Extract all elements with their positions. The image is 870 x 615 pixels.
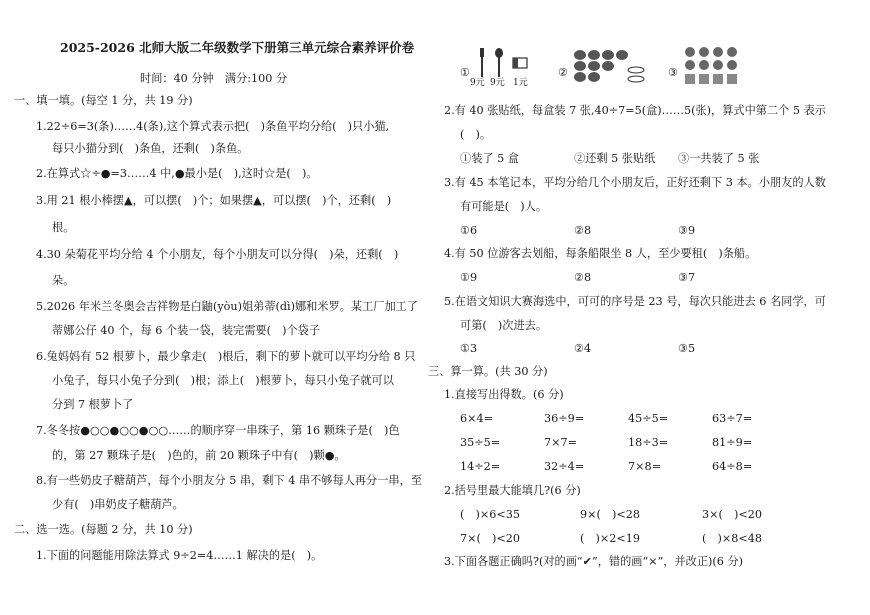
s2-q3-option: ③9 <box>678 224 696 237</box>
s2-q4: 4.有 50 位游客去划船，每条船限坐 8 人，至少要租( )条船。 <box>444 247 757 260</box>
s1-line: 1.22÷6=3(条)……4(条),这个算式表示把( )条鱼平均分给( )只小猫, <box>36 120 390 133</box>
s1-line: 8.有一些奶皮子糖葫芦，每个小朋友分 5 串，剩下 4 串不够每人再分一串，至 <box>36 474 422 487</box>
s2-q3-option: ②8 <box>574 224 592 237</box>
spoon-icon <box>493 48 505 78</box>
s2-q2-option: ③一共装了 5 张 <box>678 152 760 165</box>
s2-q3: 3.有 45 本笔记本，平均分给几个小朋友后，正好还剩下 3 本。小朋友的人数 <box>444 176 826 189</box>
s2-q2-option: ①装了 5 盒 <box>460 152 519 165</box>
s1-line: 3.用 21 根小棒摆▲，可以摆( )个；如果摆▲，可以摆( )个，还剩( ) <box>36 194 392 207</box>
calc-item: 7×7= <box>544 436 577 449</box>
calc-item: 45÷5= <box>628 412 669 425</box>
s2-q3-option: ①6 <box>460 224 478 237</box>
section3-heading: 三、算一算。(共 30 分) <box>428 365 548 378</box>
s1-line: 蒂娜公仔 40 个，每 6 个装一袋，装完需要( )个袋子 <box>52 324 321 337</box>
s2-q2-option: ②还剩 5 张贴纸 <box>574 152 656 165</box>
price-label: 1元 <box>513 78 528 88</box>
page-title: 2025-2026 北师大版二年级数学下册第三单元综合素养评价卷 <box>60 40 415 55</box>
s1-line: 分到 7 根萝卜了 <box>52 398 134 411</box>
s1-line: 少有( )串奶皮子糖葫芦。 <box>52 498 184 511</box>
option-number: ① <box>460 66 470 79</box>
fill-item: 7×( )<20 <box>460 532 521 545</box>
s2-q4-option: ①9 <box>460 271 478 284</box>
s2-q5-option: ①3 <box>460 342 478 355</box>
calc-item: 35÷5= <box>460 436 501 449</box>
calc-item: 36÷9= <box>544 412 585 425</box>
s2-q3-cont: 有可能是( )人。 <box>460 200 548 213</box>
fill-item: 9×( )<28 <box>580 508 641 521</box>
s2-q1: 1.下面的问题能用除法算式 9÷2=4……1 解决的是( )。 <box>36 549 323 562</box>
q1-option-pictures <box>460 44 860 90</box>
s2-q5-cont: 可第( )次进去。 <box>460 319 548 332</box>
calc-item: 7×8= <box>628 460 661 473</box>
flower-pots-icon <box>682 46 752 86</box>
s1-line: 根。 <box>52 221 75 234</box>
s2-q5-option: ③5 <box>678 342 696 355</box>
fill-item: ( )×8<48 <box>702 532 763 545</box>
price-label: 9元 <box>490 78 505 88</box>
s1-line: 每只小猫分到( )条鱼，还剩( )条鱼。 <box>52 142 249 155</box>
calc-item: 18÷3= <box>628 436 669 449</box>
section2-heading: 二、选一选。(每题 2 分，共 10 分) <box>14 523 193 536</box>
s2-q2: 2.有 40 张贴纸，每盒装 7 张,40÷7=5(盒)……5(张)，算式中第二个 5 表示 <box>444 104 826 117</box>
eraser-icon <box>512 56 528 70</box>
s1-line: 小兔子，每只小兔子分到( )根；添上( )根萝卜，每只小兔子就可以 <box>52 374 394 387</box>
s2-q5: 5.在语文知识大赛海选中，可可的序号是 23 号，每次只能进去 6 名同学，可 <box>444 295 826 308</box>
s1-line: 5.2026 年米兰冬奥会吉祥物是白鼬(yòu)姐弟蒂(dì)娜和米罗。某工厂加工了 <box>36 300 419 313</box>
fill-item: ( )×2<19 <box>580 532 641 545</box>
s2-q4-option: ③7 <box>678 271 696 284</box>
calc-item: 32÷4= <box>544 460 585 473</box>
s1-line: 朵。 <box>52 274 75 287</box>
cakes-on-plates-icon <box>572 48 654 84</box>
calc-item: 6×4= <box>460 412 493 425</box>
s1-line: 2.在算式☆÷●=3……4 中,●最小是( ),这时☆是( )。 <box>36 167 318 180</box>
s3-q2: 2.括号里最大能填几?(6 分) <box>444 484 581 497</box>
option-number: ② <box>558 66 568 79</box>
price-label: 9元 <box>470 78 485 88</box>
toothbrush-icon <box>476 48 488 78</box>
s2-q4-option: ②8 <box>574 271 592 284</box>
s1-line: 7.冬冬按●○○●○○●○○……的顺序穿一串珠子，第 16 颗珠子是( )色 <box>36 424 400 437</box>
section1-heading: 一、填一填。(每空 1 分，共 19 分) <box>14 94 193 107</box>
option-number: ③ <box>668 66 678 79</box>
s1-line: 4.30 朵菊花平均分给 4 个小朋友，每个小朋友可以分得( )朵，还剩( ) <box>36 248 399 261</box>
s2-q5-option: ②4 <box>574 342 592 355</box>
s2-q2-cont: ( )。 <box>460 128 492 141</box>
calc-item: 64÷8= <box>712 460 753 473</box>
calc-item: 63÷7= <box>712 412 753 425</box>
exam-meta: 时间：40 分钟 满分:100 分 <box>140 72 288 85</box>
s1-line: 6.兔妈妈有 52 根萝卜，最少拿走( )根后，剩下的萝卜就可以平均分给 8 只 <box>36 350 416 363</box>
calc-item: 14÷2= <box>460 460 501 473</box>
calc-item: 81÷9= <box>712 436 753 449</box>
fill-item: 3×( )<20 <box>702 508 763 521</box>
fill-item: ( )×6<35 <box>460 508 521 521</box>
s1-line: 的，第 27 颗珠子是( )色的，前 20 颗珠子中有( )颗●。 <box>52 449 346 462</box>
s3-q1: 1.直接写出得数。(6 分) <box>444 388 564 401</box>
s3-q3: 3.下面各题正确吗?(对的画“✔”，错的画“×”，并改正)(6 分) <box>444 555 743 568</box>
